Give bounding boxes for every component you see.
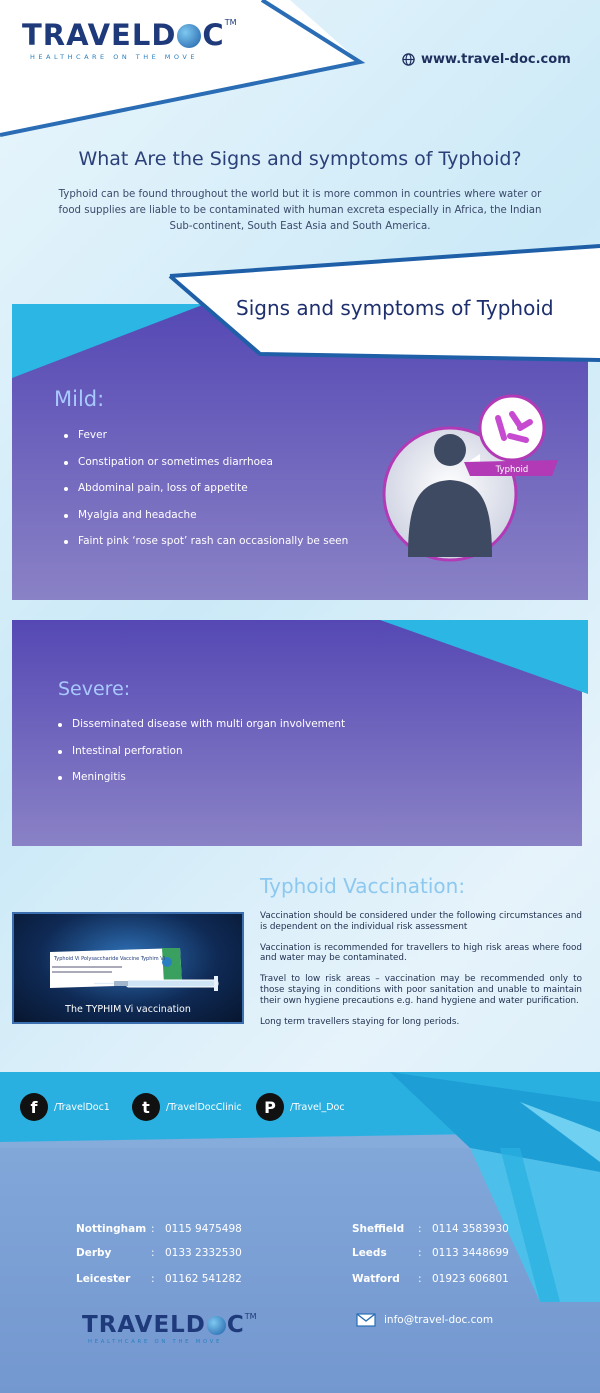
- facebook-icon: f: [20, 1093, 48, 1121]
- page-title: What Are the Signs and symptoms of Typhoid?: [78, 148, 522, 170]
- contact-phone[interactable]: 01162 541282: [165, 1273, 242, 1285]
- contact-city: Sheffield: [352, 1223, 405, 1235]
- logo-trademark: TM: [224, 18, 237, 27]
- logo-wordmark-end: C: [226, 1312, 245, 1338]
- severe-title: Severe:: [58, 678, 131, 700]
- symptom-text: Disseminated disease with multi organ involvement: [72, 718, 346, 730]
- logo-wordmark-end: C: [202, 18, 225, 52]
- vaccine-image: [12, 912, 244, 1024]
- twitter-icon: t: [132, 1093, 160, 1121]
- typhoid-label: Typhoid: [495, 465, 529, 475]
- list-item: [58, 745, 345, 772]
- contact-phone[interactable]: 01923 606801: [432, 1273, 509, 1285]
- list-item: [64, 535, 348, 562]
- separator: :: [418, 1247, 422, 1259]
- symptom-text: Fever: [78, 429, 107, 441]
- contact-city: Nottingham: [76, 1223, 147, 1235]
- contact-phone[interactable]: 0113 3448699: [432, 1247, 509, 1259]
- bullet-icon: [64, 461, 68, 465]
- logo-wordmark: TRAVELD: [82, 1312, 206, 1338]
- list-item: [64, 429, 348, 456]
- contact-city: Derby: [76, 1247, 112, 1259]
- severe-symptom-list: [58, 718, 345, 798]
- symptom-text: Meningitis: [72, 771, 126, 783]
- symptom-text: Myalgia and headache: [78, 508, 197, 521]
- list-item: [64, 482, 348, 509]
- vaccination-text: [260, 911, 582, 1038]
- vaccination-paragraph: Long term travellers staying for long periods.: [260, 1016, 460, 1027]
- contact-phone[interactable]: 0133 2332530: [165, 1247, 242, 1259]
- social-facebook[interactable]: [20, 1093, 110, 1121]
- list-item: [64, 456, 348, 483]
- website-url: www.travel-doc.com: [421, 52, 571, 67]
- logo-wordmark: TRAVELD: [22, 18, 177, 52]
- logo-trademark: TM: [244, 1312, 257, 1321]
- intro-text: Typhoid can be found throughout the world but it is more common in countries where water or food supplies are liable to be contaminated with human excreta especially in Africa, the Indian Sub-continent, South East Asia and South America.: [58, 189, 542, 232]
- list-item: [58, 771, 345, 798]
- separator: :: [151, 1273, 155, 1285]
- human-body-illustration: [380, 392, 560, 564]
- separator: :: [418, 1223, 422, 1235]
- bullet-icon: [58, 776, 62, 780]
- globe-icon: [207, 1316, 226, 1335]
- vaccination-title: Typhoid Vaccination:: [260, 874, 466, 898]
- mild-title: Mild:: [54, 387, 105, 411]
- separator: :: [151, 1247, 155, 1259]
- bullet-icon: [64, 540, 68, 544]
- social-pinterest[interactable]: [256, 1093, 345, 1121]
- globe-icon: [402, 53, 415, 66]
- list-item: [64, 509, 348, 536]
- vaccination-paragraph: Vaccination should be considered under the following circumstances and is dependent on the individual risk assessment: [260, 911, 582, 932]
- contact-city: Leeds: [352, 1247, 387, 1259]
- mail-icon: [356, 1313, 376, 1327]
- footer-logo[interactable]: [82, 1312, 257, 1345]
- contact-city: Leicester: [76, 1273, 131, 1285]
- social-handle: /TravelDocClinic: [166, 1101, 242, 1113]
- list-item: [58, 718, 345, 745]
- symptom-text: Constipation or sometimes diarrhoea: [78, 455, 273, 468]
- separator: :: [418, 1273, 422, 1285]
- mild-symptom-list: [64, 429, 348, 562]
- symptom-text: Intestinal perforation: [72, 744, 183, 757]
- symptom-text: Abdominal pain, loss of appetite: [78, 482, 248, 494]
- separator: :: [151, 1223, 155, 1235]
- symptom-text: Faint pink ‘rose spot’ rash can occasionally be seen: [78, 535, 349, 547]
- vaccination-paragraph: Vaccination is recommended for travellers to high risk areas where food and water may be contaminated.: [260, 942, 582, 964]
- vaccine-caption: The TYPHIM Vi vaccination: [65, 1004, 191, 1015]
- bullet-icon: [64, 434, 68, 438]
- email-address: info@travel-doc.com: [384, 1314, 494, 1326]
- contact-phone[interactable]: 0115 9475498: [165, 1223, 242, 1235]
- bullet-icon: [58, 723, 62, 727]
- bullet-icon: [58, 750, 62, 754]
- contact-phone[interactable]: 0114 3583930: [432, 1223, 509, 1235]
- logo-tagline: HEALTHCARE ON THE MOVE: [30, 53, 198, 61]
- vaccination-paragraph: Travel to low risk areas – vaccination may be recommended only to those staying in conditions with poor sanitation and unable to maintain their own hygiene precautions e.g. hand hygiene and water purification.: [260, 974, 582, 1006]
- social-twitter[interactable]: [132, 1093, 242, 1121]
- website-link[interactable]: [402, 52, 571, 67]
- header-logo[interactable]: [22, 18, 237, 61]
- globe-icon: [177, 24, 201, 48]
- logo-tagline: HEALTHCARE ON THE MOVE: [88, 1339, 223, 1345]
- social-handle: /Travel_Doc: [290, 1101, 345, 1113]
- pinterest-icon: P: [256, 1093, 284, 1121]
- bullet-icon: [64, 514, 68, 518]
- signs-title: Signs and symptoms of Typhoid: [236, 296, 554, 320]
- email-link[interactable]: [356, 1313, 493, 1327]
- bullet-icon: [64, 487, 68, 491]
- social-handle: /TravelDoc1: [54, 1101, 110, 1113]
- vaccine-box-label: Typhoid Vi Polysaccharide Vaccine Typhim Vi: [54, 956, 165, 962]
- contact-city: Watford: [352, 1273, 400, 1285]
